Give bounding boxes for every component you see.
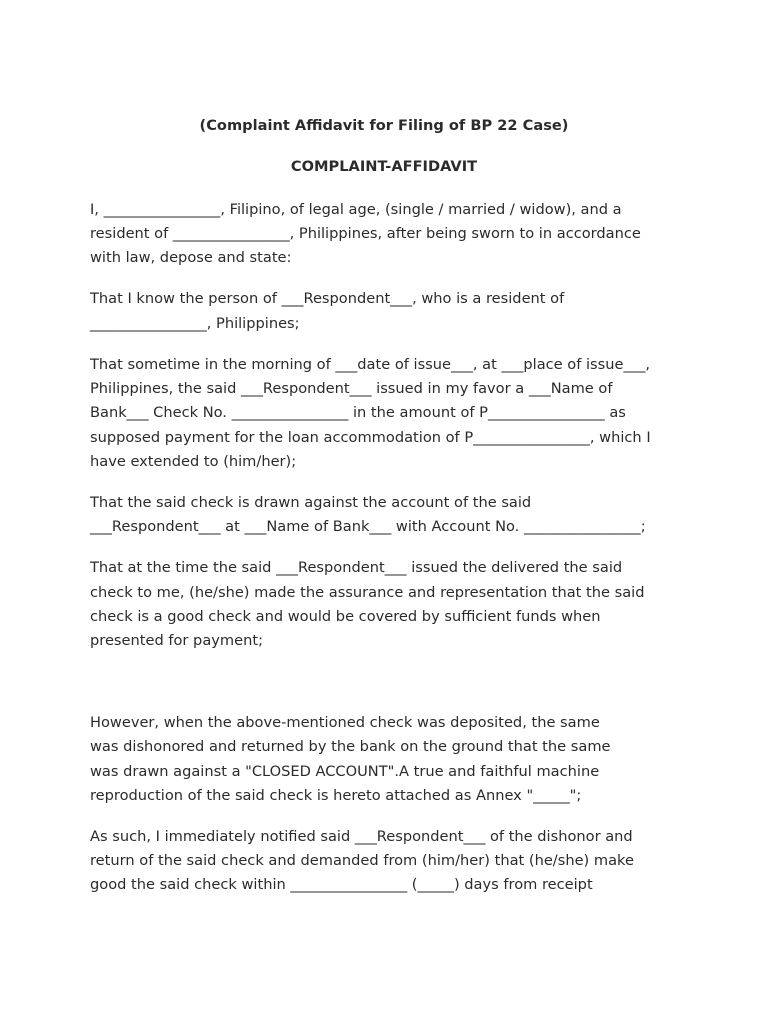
paragraph-line: That I know the person of ___Respondent___, who is a resident of bbox=[90, 290, 565, 307]
paragraph-line: ________________, Philippines; bbox=[90, 315, 300, 332]
paragraph-line: Bank___ Check No. ________________ in the amount of P________________ as bbox=[90, 404, 626, 421]
paragraph-line: presented for payment; bbox=[90, 632, 263, 649]
paragraph-line: check is a good check and would be covered by sufficient funds when bbox=[90, 608, 601, 625]
paragraph-line: good the said check within ________________ (_____) days from receipt bbox=[90, 876, 593, 893]
paragraph-line: As such, I immediately notified said ___Respondent___ of the dishonor and bbox=[90, 828, 633, 845]
document-title: COMPLAINT-AFFIDAVIT bbox=[290, 158, 478, 175]
paragraph-line: That sometime in the morning of ___date of issue___, at ___place of issue___, bbox=[90, 356, 651, 373]
paragraph-line: supposed payment for the loan accommodation of P________________, which I bbox=[90, 429, 651, 446]
document-subtitle: (Complaint Affidavit for Filing of BP 22 Case) bbox=[199, 117, 569, 134]
paragraph-line: reproduction of the said check is hereto attached as Annex "_____"; bbox=[90, 787, 582, 804]
paragraph-line: return of the said check and demanded from (him/her) that (he/she) make bbox=[90, 852, 634, 869]
paragraph-line: was drawn against a "CLOSED ACCOUNT".A true and faithful machine bbox=[90, 763, 600, 780]
paragraph-line: check to me, (he/she) made the assurance and representation that the said bbox=[90, 584, 645, 601]
paragraph-line: was dishonored and returned by the bank on the ground that the same bbox=[90, 738, 611, 755]
paragraph-line: That at the time the said ___Respondent___ issued the delivered the said bbox=[90, 559, 623, 576]
paragraph-line: I, ________________, Filipino, of legal age, (single / married / widow), and a bbox=[90, 201, 622, 218]
paragraph-line: Philippines, the said ___Respondent___ issued in my favor a ___Name of bbox=[90, 380, 613, 397]
paragraph-line: However, when the above-mentioned check was deposited, the same bbox=[90, 714, 600, 731]
paragraph-line: resident of ________________, Philippines, after being sworn to in accordance bbox=[90, 225, 641, 242]
paragraph-line: with law, depose and state: bbox=[90, 249, 292, 266]
paragraph-line: have extended to (him/her); bbox=[90, 453, 297, 470]
paragraph-line: ___Respondent___ at ___Name of Bank___ with Account No. ________________; bbox=[90, 518, 646, 535]
paragraph-line: That the said check is drawn against the account of the said bbox=[90, 494, 532, 511]
